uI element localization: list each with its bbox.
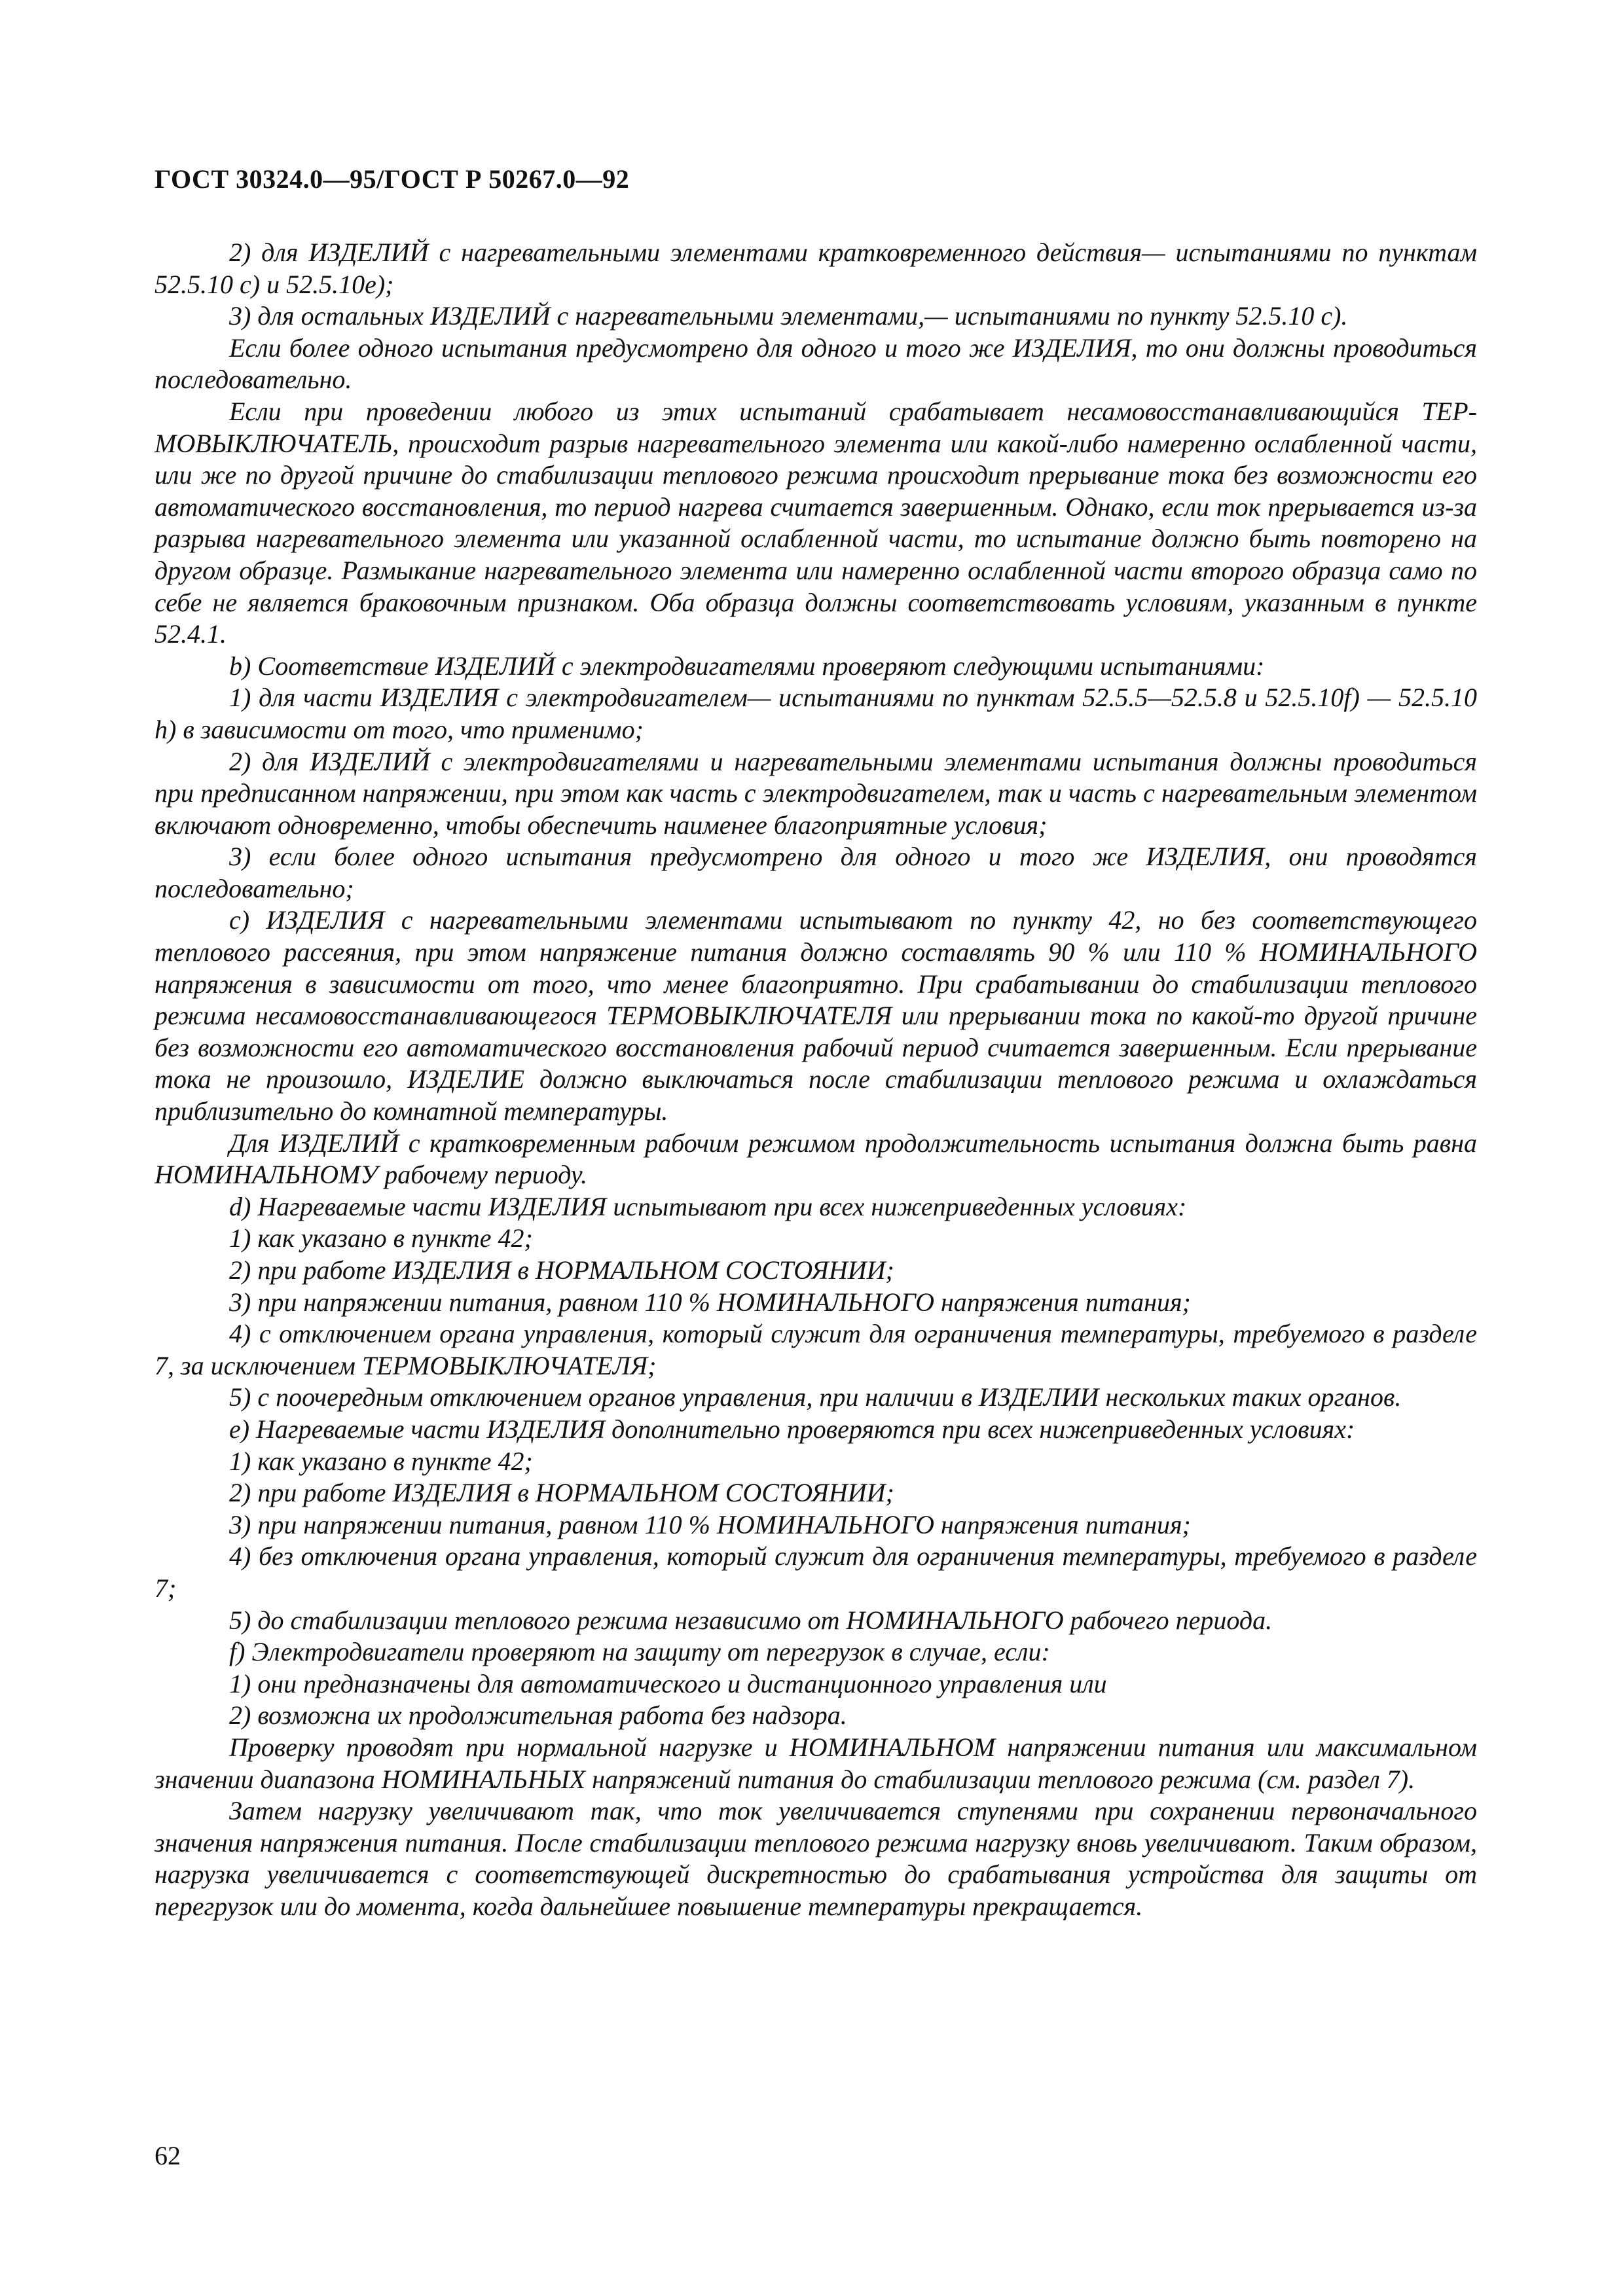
paragraph: Затем нагрузку увеличивают так, что ток увеличивается ступенями при сохранении первоначального значения напряжения питания. После стабилизации теплового режима нагрузку вновь увеличивают. Таким образом, нагрузка увеличивается с соответствующей дискретностью до срабатывания устройства для защиты от перегрузок или до момента, когда дальнейшее повышение температуры прекращается. [155, 1796, 1477, 1921]
paragraph: b) Соответствие ИЗДЕЛИЙ с электродвигателями проверяют следующими испытаниями: [229, 651, 1265, 681]
paragraph: Для ИЗДЕЛИЙ с кратковременным рабочим режимом продолжительность испытания должна быть равна НОМИНАЛЬНОМУ рабочему периоду. [155, 1128, 1477, 1190]
paragraph: Если более одного испытания предусмотрено для одного и того же ИЗДЕЛИЯ, то они должны проводиться последовательно. [155, 332, 1477, 395]
paragraph: 4) с отключением органа управления, который служит для ограничения температуры, требуемого в разделе 7, за исключением ТЕРМОВЫКЛЮЧАТЕЛЯ; [155, 1319, 1477, 1380]
paragraph: d) Нагреваемые части ИЗДЕЛИЯ испытывают при всех нижеприведенных условиях: [229, 1191, 1187, 1221]
paragraph: Проверку проводят при нормальной нагрузке и НОМИНАЛЬНОМ напряжении питания или максимальном значении диапазона НОМИНАЛЬНЫХ напряжений питания до стабилизации теплового режима (см. раздел 7). [155, 1732, 1477, 1794]
paragraph: 3) при напряжении питания, равном 110 % НОМИНАЛЬНОГО напряжения питания; [229, 1287, 1191, 1317]
paragraph: 1) для части ИЗДЕЛИЯ с электродвигателем— испытаниями по пунктам 52.5.5—52.5.8 и 52.5.10f) — 52.5.10 h) в зависимости от того, что применимо; [155, 683, 1477, 744]
paragraph: f) Электродвигатели проверяют на защиту от перегрузок в случае, если: [229, 1637, 1050, 1667]
paragraph: 2) для ИЗДЕЛИЙ с нагревательными элементами кратковременного действия— испытаниями по пунктам 52.5.10 c) и 52.5.10e); [155, 238, 1477, 299]
paragraph: 1) они предназначены для автоматического и дистанционного управления или [229, 1668, 1107, 1698]
paragraph: 2) при работе ИЗДЕЛИЯ в НОРМАЛЬНОМ СОСТОЯНИИ; [229, 1478, 894, 1508]
paragraph: 2) для ИЗДЕЛИЙ с электродвигателями и нагревательными элементами испытания должны проводиться при предписанном напряжении, при этом как часть с электродвигателем, так и часть с нагревательным элементом включают одновременно, чтобы обеспечить наименее благоприятные условия; [155, 746, 1477, 840]
paragraph: 5) до стабилизации теплового режима независимо от НОМИНАЛЬНОГО рабочего периода. [229, 1605, 1273, 1635]
paragraph: 2) возможна их продолжительная работа без надзора. [229, 1700, 847, 1731]
paragraph: 4) без отключения органа управления, который служит для ограничения температуры, требуемого в разделе 7; [155, 1541, 1477, 1603]
paragraph: Если при проведении любого из этих испытаний срабатывает несамовосстанавливающийся ТЕРМОВЫКЛЮЧАТЕЛЬ, происходит разрыв нагревательного элемента или какой-либо намеренно ослабленной части, или же по другой причине до стабилизации теплового режима происходит прерывание тока без возможности его автоматического восстановления, то период нагрева считается завершенным. Однако, если ток прерывается из-за разрыва нагревательного элемента или указанной ослабленной части, то испытание должно быть повторено на другом образце. Размыкание нагревательного элемента или намеренно ослабленной части второго образца само по себе не является браковочным признаком. Оба образца должны соответствовать условиям, указанным в пункте 52.4.1. [155, 396, 1477, 649]
paragraph: 1) как указано в пункте 42; [229, 1446, 533, 1476]
paragraph: 3) если более одного испытания предусмотрено для одного и того же ИЗДЕЛИЯ, они проводятся последовательно; [155, 842, 1477, 903]
paragraph: 1) как указано в пункте 42; [229, 1223, 533, 1253]
document-header: ГОСТ 30324.0—95/ГОСТ Р 50267.0—92 [155, 164, 630, 194]
paragraph: 3) при напряжении питания, равном 110 % НОМИНАЛЬНОГО напряжения питания; [229, 1509, 1191, 1539]
document-body [155, 237, 1477, 1922]
paragraph: 3) для остальных ИЗДЕЛИЙ с нагревательными элементами,— испытаниями по пункту 52.5.10 c). [229, 301, 1348, 331]
paragraph: 2) при работе ИЗДЕЛИЯ в НОРМАЛЬНОМ СОСТОЯНИИ; [229, 1255, 894, 1285]
page-number: 62 [155, 2141, 181, 2170]
paragraph: 5) с поочередным отключением органов управления, при наличии в ИЗДЕЛИИ нескольких таких органов. [229, 1382, 1402, 1412]
paragraph: c) ИЗДЕЛИЯ с нагревательными элементами испытывают по пункту 42, но без соответствующего теплового рассеяния, при этом напряжение питания должно составлять 90 % или 110 % НОМИНАЛЬНОГО напряжения в зависимости от того, что менее благоприятно. При срабатывании до стабилизации теплового режима несамовосстанавливающегося ТЕРМОВЫКЛЮЧАТЕЛЯ или прерывании тока по какой-то другой причине без возможности его автоматического восстановления рабочий период считается завершенным. Если прерывание тока не произошло, ИЗДЕЛИЕ должно выключаться после стабилизации теплового режима и охлаждаться приблизительно до комнатной температуры. [155, 905, 1477, 1126]
paragraph: e) Нагреваемые части ИЗДЕЛИЯ дополнительно проверяются при всех нижеприведенных условиях: [229, 1414, 1355, 1444]
